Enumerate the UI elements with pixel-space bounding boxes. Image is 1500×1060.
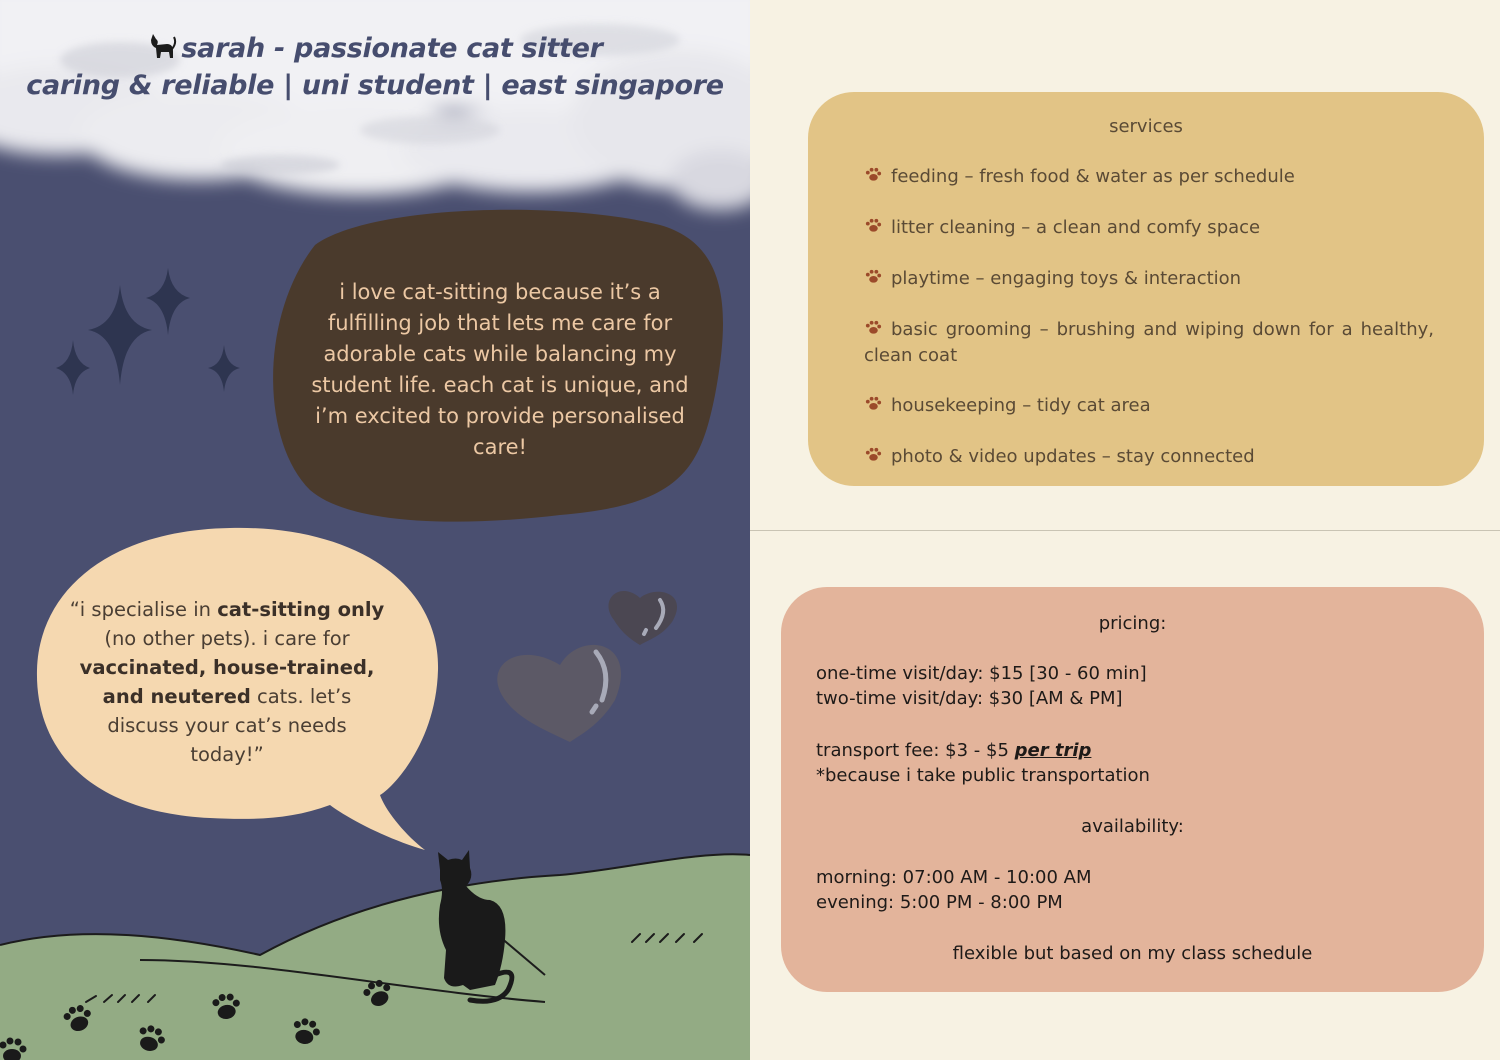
pricing-heading: pricing: xyxy=(1098,613,1167,634)
service-item: housekeeping – tidy cat area xyxy=(864,393,1434,419)
availability-heading: availability: xyxy=(1081,816,1184,837)
availability-morning: morning: 07:00 AM - 10:00 AM xyxy=(816,867,1092,888)
paw-icon xyxy=(864,216,883,235)
sparkle-icons xyxy=(56,268,240,395)
service-item: litter cleaning – a clean and comfy space xyxy=(864,215,1434,241)
right-panel xyxy=(750,0,1500,1060)
pricing-card xyxy=(781,587,1484,992)
paw-icon xyxy=(864,318,883,337)
service-item: basic grooming – brushing and wiping down for a healthy, clean coat xyxy=(864,319,1434,366)
section-divider xyxy=(750,530,1500,531)
subtitle: caring & reliable | uni student | east singapore xyxy=(26,70,724,101)
transport-note: *because i take public transportation xyxy=(816,765,1150,786)
transport-fee: transport fee: $3 - $5 per trip xyxy=(816,740,1092,761)
availability-note: flexible but based on my class schedule xyxy=(952,943,1313,964)
per-trip-emphasis: per trip xyxy=(1014,740,1092,761)
specialisation-text: “i specialise in cat-sitting only (no other pets). i care for vaccinated, house-trained, and neutered cats. let’s discuss your cat’s needs today!” xyxy=(69,598,385,766)
intro-text: i love cat-sitting because it’s a fulfilling job that lets me care for adorable cats while balancing my student life. each cat is unique, and i’m excited to provide personalised care! xyxy=(311,280,689,459)
paw-icon xyxy=(864,445,883,464)
heart-icons xyxy=(497,591,677,742)
services-heading: services xyxy=(1109,116,1183,137)
paw-icon xyxy=(864,165,883,184)
price-one-time: one-time visit/day: $15 [30 - 60 min] xyxy=(816,663,1147,684)
service-item: feeding – fresh food & water as per schedule xyxy=(864,164,1434,190)
price-two-time: two-time visit/day: $30 [AM & PM] xyxy=(816,688,1123,709)
availability-evening: evening: 5:00 PM - 8:00 PM xyxy=(816,892,1063,913)
service-item: playtime – engaging toys & interaction xyxy=(864,266,1434,292)
service-item: photo & video updates – stay connected xyxy=(864,444,1434,470)
services-card xyxy=(808,92,1484,486)
grass-hill xyxy=(0,854,750,1060)
paw-icon xyxy=(864,394,883,413)
paw-icon xyxy=(864,267,883,286)
title-text: sarah - passionate cat sitter xyxy=(181,33,603,64)
